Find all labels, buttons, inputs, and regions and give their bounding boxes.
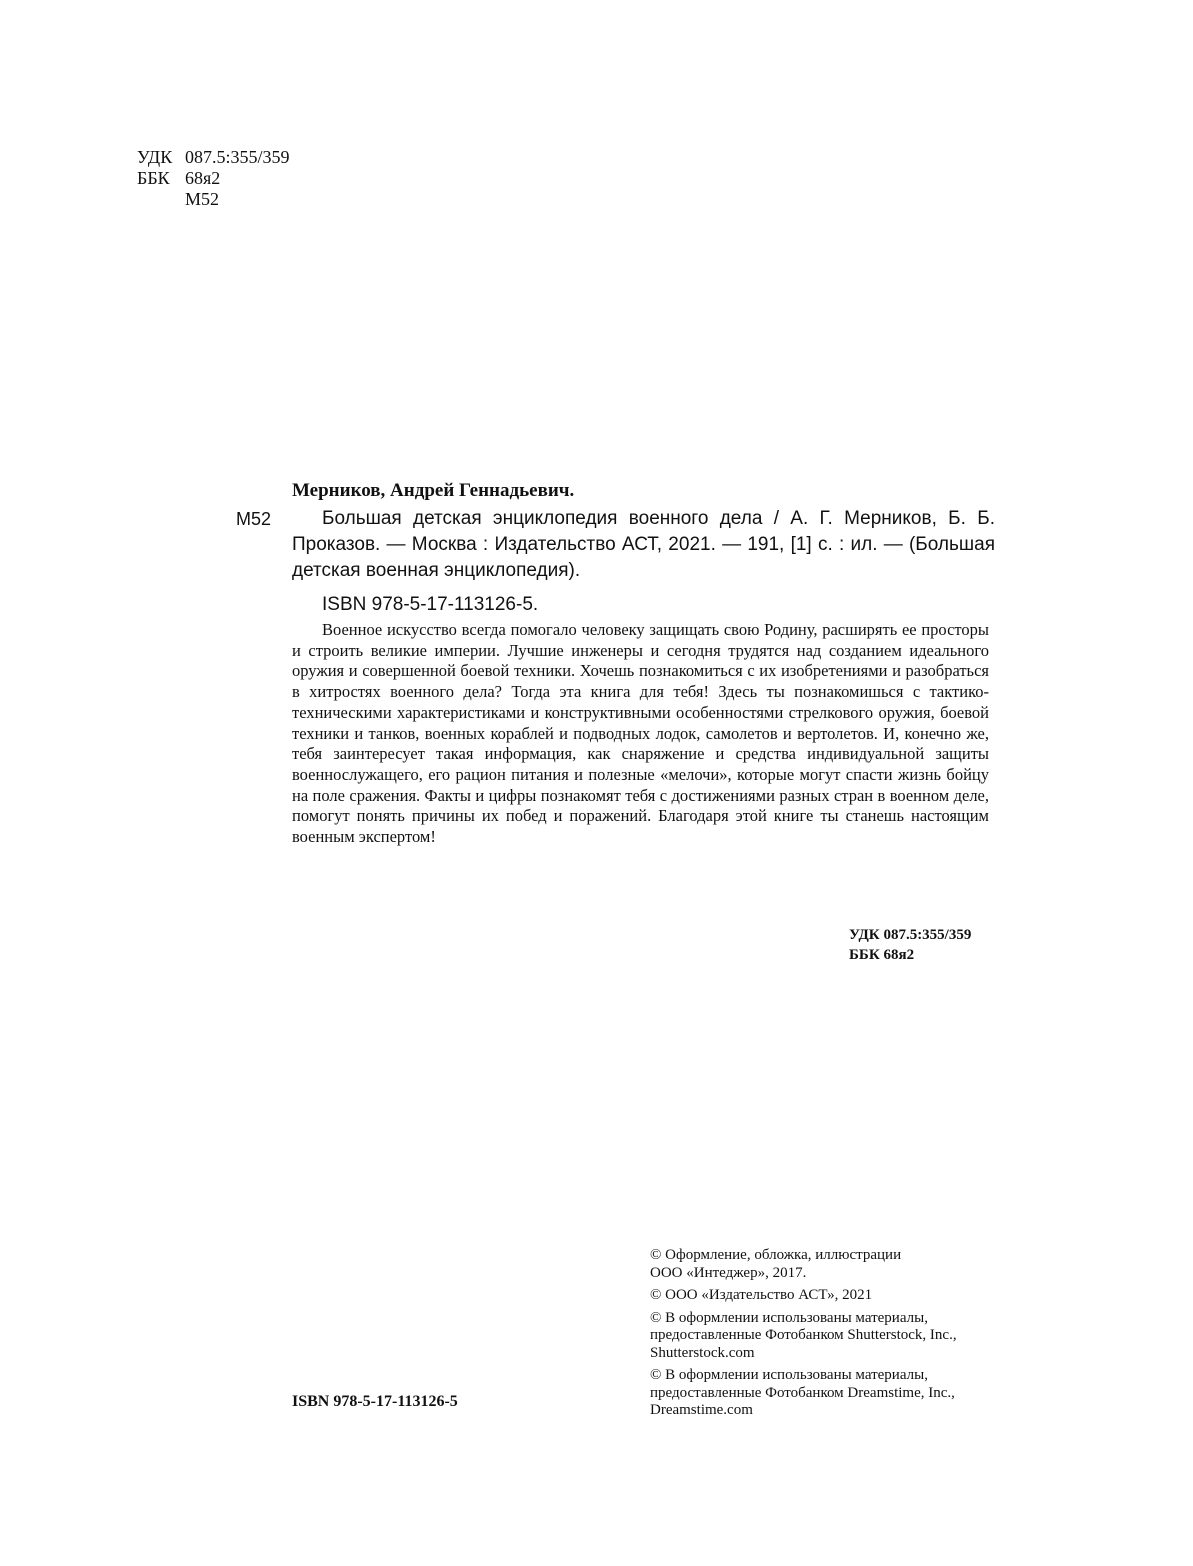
bbk-line	[137, 168, 290, 189]
index-bbk: ББК 68я2	[849, 947, 915, 963]
index-udk: УДК 087.5:355/359	[849, 927, 972, 943]
classification-block	[137, 147, 290, 210]
copyright-block	[650, 1247, 995, 1425]
copyright-entry: © ООО «Издательство АСТ», 2021	[650, 1287, 873, 1303]
udk-line	[137, 147, 290, 168]
udk-value: 087.5:355/359	[185, 147, 290, 167]
copyright-entry: © Оформление, обложка, иллюстрации ООО «Интеджер», 2017.	[650, 1247, 902, 1281]
bibliographic-description: Большая детская энциклопедия военного дела / А. Г. Мерников, Б. Б. Проказов. — Москва : Издательство АСТ, 2021. — 191, [1] с. : ил. — (Большая детская военная энциклопедия).	[292, 508, 995, 581]
index-block	[849, 925, 971, 965]
copyright-entry: © В оформлении использованы материалы, предоставленные Фотобанком Dreamstime, Inc., Dreamstime.com	[650, 1367, 955, 1418]
bbk-value: 68я2	[185, 168, 221, 188]
bbk-label: ББК	[137, 168, 170, 188]
record-isbn: ISBN 978-5-17-113126-5.	[322, 594, 539, 615]
annotation-paragraph: Военное искусство всегда помогало человеку защищать свою Родину, расширять ее просторы и строить великие империи. Лучшие инженеры и сегодня трудятся над созданием идеального оружия и совершенной боевой техники. Хочешь познакомиться с их изобретениями и разобраться в хитростях военного дела? Тогда эта книга для тебя! Здесь ты познакомишься с тактико-техническими характеристиками и конструктивными особенностями стрелкового оружия, боевой техники и танков, военных кораблей и подводных лодок, самолетов и вертолетов. И, конечно же, тебя заинтересует такая информация, как снаряжение и средства индивидуальной защиты военнослужащего, его рацион питания и полезные «мелочи», которые могут спасти жизнь бойцу на поле сражения. Факты и цифры познакомят тебя с достижениями разных стран в военном деле, помогут понять причины их побед и поражений. Благодаря этой книге ты станешь настоящим военным экспертом!	[292, 620, 989, 847]
copyright-entry: © В оформлении использованы материалы, предоставленные Фотобанком Shutterstock, Inc., Shutterstock.com	[650, 1309, 957, 1361]
author-heading: Мерников, Андрей Геннадьевич.	[292, 480, 575, 501]
record-cutter-code: М52	[236, 509, 272, 529]
isbn-bottom: ISBN 978-5-17-113126-5	[292, 1393, 458, 1410]
cutter-line	[137, 189, 290, 210]
udk-label: УДК	[137, 147, 173, 167]
cutter-code: М52	[185, 189, 220, 209]
